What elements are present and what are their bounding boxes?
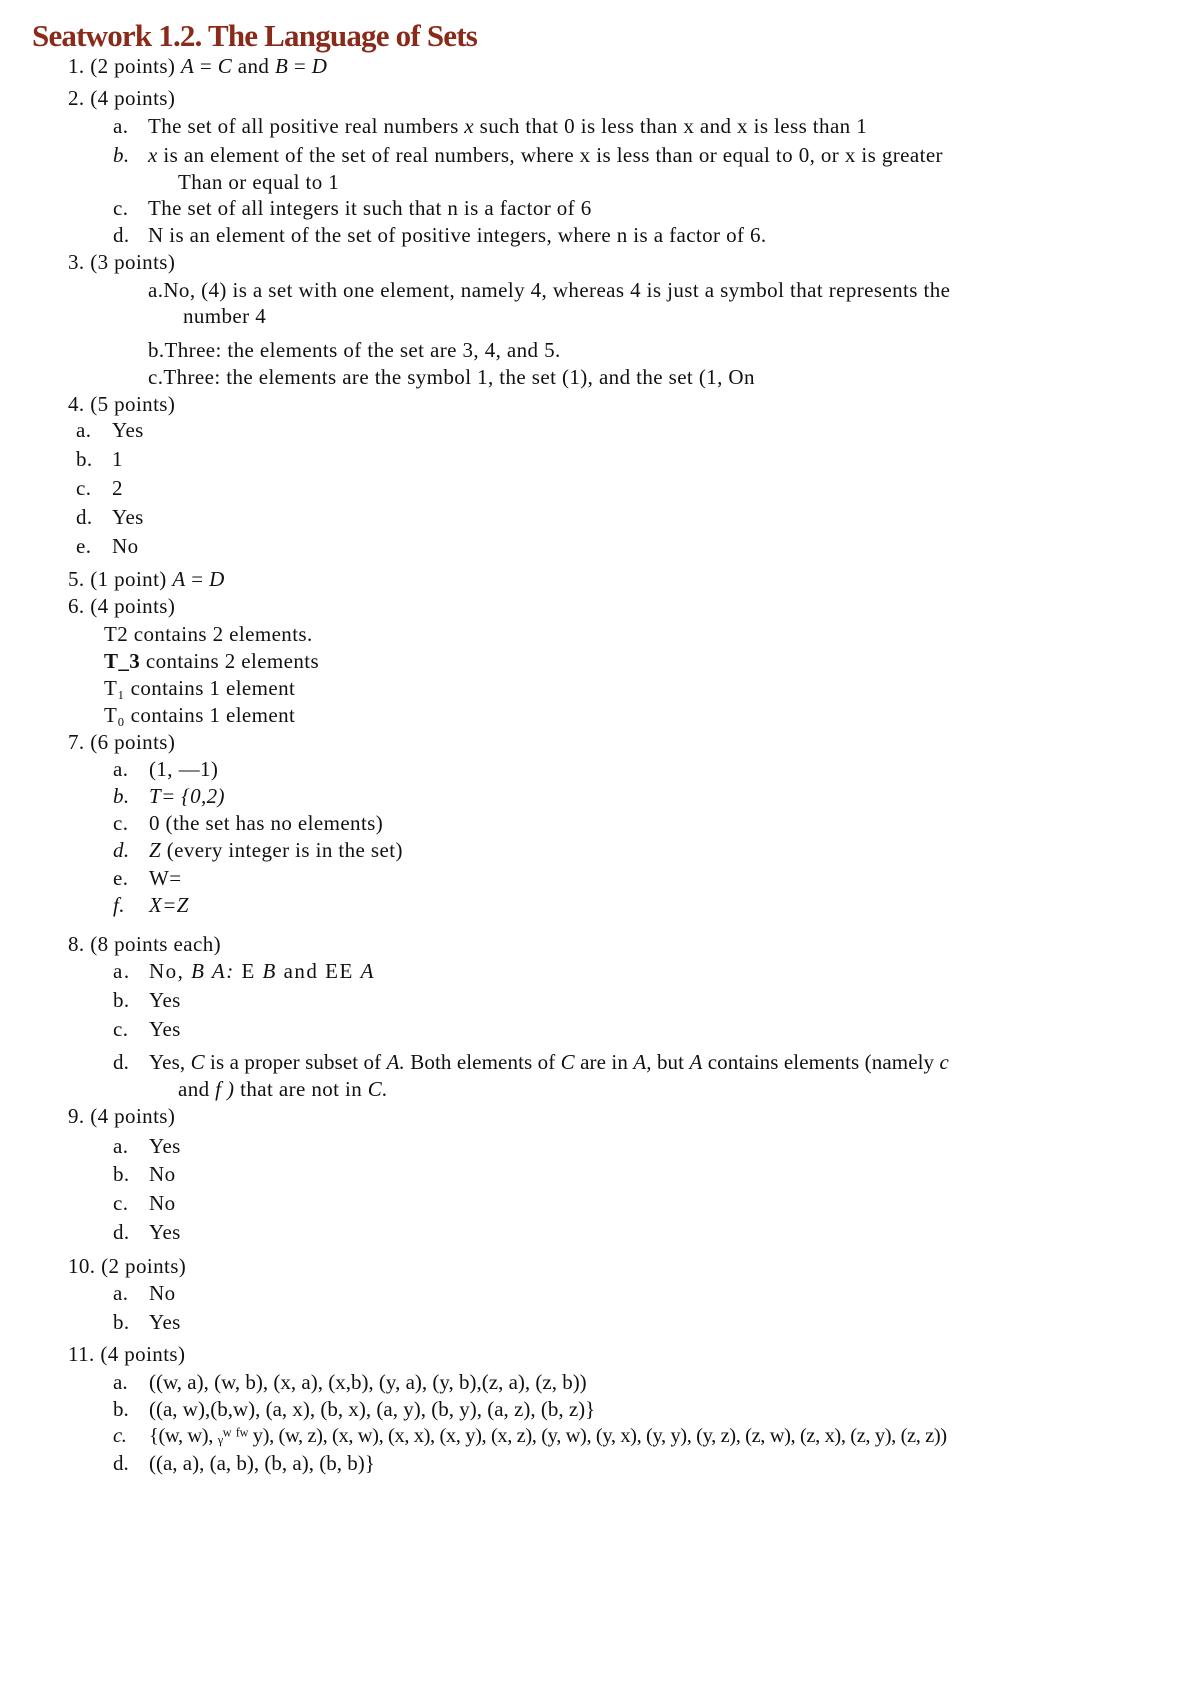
q8-item-b (113, 988, 181, 1012)
q8-item-text: Both elements of (404, 1050, 561, 1074)
q2-b-text: is an element of the set of real numbers, where x is less than or equal to 0, or x is greater (157, 143, 943, 167)
q4-item-value: Yes (112, 505, 144, 529)
q8-item-var: A (360, 959, 375, 983)
q6-line-3: T₁ contains 1 element (104, 676, 296, 700)
q6-set-name: T_3 (104, 649, 141, 673)
q4-item-label: c. (76, 476, 92, 500)
q1-op: = (288, 54, 312, 78)
q4-item-label: b. (76, 447, 93, 471)
q1-op: = (194, 54, 218, 78)
q7-item-a (113, 757, 218, 781)
q4-item (76, 447, 123, 471)
q2-c-label: c. (113, 196, 129, 220)
q8-item-text: but (651, 1050, 690, 1074)
q8-item-c (113, 1017, 181, 1041)
q4-item (76, 476, 123, 500)
q2-d-text: N is an element of the set of positive integers, where n is a factor of 6. (148, 223, 767, 247)
q4-item-value: Yes (112, 418, 144, 442)
q8-item-a (113, 959, 375, 983)
q8-item-label: a. (113, 959, 131, 983)
q1-var: D (311, 54, 328, 78)
q7-item-c (113, 811, 383, 835)
q9-item-value: Yes (149, 1134, 181, 1158)
q9-item (113, 1191, 175, 1215)
q2-a-label: a. (113, 114, 129, 138)
q2-a-text: The set of all positive real numbers (148, 114, 465, 138)
q8-d-continuation (178, 1077, 388, 1101)
q4-item-value: No (112, 534, 139, 558)
q4-item (76, 418, 144, 442)
q7-item-text: X=Z (149, 893, 189, 917)
q11-item-a (113, 1370, 587, 1394)
q1-line (68, 54, 327, 78)
q2-b-label: b. (113, 143, 130, 167)
q3-item-b: b.Three: the elements of the set are 3, 4, and 5. (148, 338, 561, 362)
q5-op: = (185, 567, 210, 591)
q8-heading: 8. (8 points each) (68, 932, 221, 956)
q4-heading: 4. (5 points) (68, 392, 176, 416)
q5-var: D (209, 567, 225, 591)
q8-item-var: A (689, 1050, 703, 1074)
q11-item-label: a. (113, 1370, 128, 1394)
q8-item-var: C. (367, 1077, 388, 1101)
q8-item-text: Yes, (149, 1050, 191, 1074)
q7-item-text: (every integer is in the set) (161, 838, 403, 862)
q8-item-var: A, (633, 1050, 652, 1074)
q6-line-1: T2 contains 2 elements. (104, 622, 313, 646)
q11-item-text: {(w, w), ᵧʷ ᶠʷ y), (w, z), (x, w), (x, x), (x, y), (x, z), (y, w), (y, x), (y, y), (y, z), (z, w), (z, x), (z, y), (z, z)) (149, 1425, 947, 1447)
q7-item-b (113, 784, 225, 808)
q2-item-b (113, 143, 943, 167)
q8-item-label: d. (113, 1050, 129, 1074)
q8-item-text: and EE (276, 959, 361, 983)
q8-item-text: Yes (149, 1017, 181, 1041)
q8-item-text: is a proper subset of (204, 1050, 387, 1074)
q1-op: and (232, 54, 275, 78)
q3-item-c: c.Three: the elements are the symbol 1, the set (1), and the set (1, On (148, 365, 755, 389)
q9-item-value: No (149, 1191, 176, 1215)
q3-item-a: a.No, (4) is a set with one element, namely 4, whereas 4 is just a symbol that represents the (148, 278, 951, 302)
q7-item-label: e. (113, 866, 129, 890)
q11-item-label: d. (113, 1451, 129, 1475)
q1-number: 1. (68, 54, 85, 78)
q7-item-label: c. (113, 811, 129, 835)
q11-item-text: ((a, a), (a, b), (b, a), (b, b)} (149, 1451, 375, 1475)
q9-item-label: a. (113, 1134, 129, 1158)
q1-var: C (217, 54, 233, 78)
q8-item-text: contains elements (namely (702, 1050, 940, 1074)
q9-item-label: b. (113, 1162, 130, 1186)
q10-item-label: a. (113, 1281, 129, 1305)
q9-item-value: Yes (149, 1220, 181, 1244)
q8-item-text: and (178, 1077, 216, 1101)
q8-item-var: c (939, 1050, 949, 1074)
q2-b-continuation: Than or equal to 1 (178, 170, 340, 194)
q10-item-label: b. (113, 1310, 130, 1334)
q9-item-label: d. (113, 1220, 130, 1244)
q2-item-d (113, 223, 767, 247)
q7-item-label: f. (113, 893, 125, 917)
q4-item-value: 1 (112, 447, 123, 471)
q11-item-label: c. (113, 1425, 127, 1447)
q4-item (76, 505, 144, 529)
q8-item-label: b. (113, 988, 130, 1012)
q7-item-label: b. (113, 784, 130, 808)
q8-item-text: No, (149, 959, 192, 983)
q7-item-d (113, 838, 403, 862)
q10-item (113, 1310, 181, 1334)
q2-a-text: such that 0 is less than x and x is less than 1 (474, 114, 868, 138)
q9-heading: 9. (4 points) (68, 1104, 176, 1128)
q1-var: B (274, 54, 289, 78)
q2-heading: 2. (4 points) (68, 86, 176, 110)
q8-item-var: A. (386, 1050, 405, 1074)
q8-item-d (113, 1050, 949, 1074)
q8-item-var: C (560, 1050, 575, 1074)
q8-item-var: f ) (215, 1077, 235, 1101)
q8-item-text: Yes (149, 988, 181, 1012)
q10-item (113, 1281, 175, 1305)
q10-item-value: No (149, 1281, 176, 1305)
q11-item-c (113, 1424, 947, 1448)
q7-item-label: a. (113, 757, 129, 781)
q9-item-label: c. (113, 1191, 129, 1215)
q7-item-text: T= {0,2) (149, 784, 225, 808)
page-title: Seatwork 1.2. The Language of Sets (32, 18, 478, 53)
q7-item-label: d. (113, 838, 130, 862)
q11-item-text: ((w, a), (w, b), (x, a), (x,b), (y, a), (y, b),(z, a), (z, b)) (149, 1370, 587, 1394)
q11-heading: 11. (4 points) (68, 1342, 186, 1366)
q9-item-value: No (149, 1162, 176, 1186)
q9-item (113, 1134, 181, 1158)
q1-points: (2 points) (90, 54, 176, 78)
q11-item-label: b. (113, 1397, 129, 1421)
q5-line (68, 567, 225, 591)
q8-item-var: B A: (191, 959, 235, 983)
q8-item-var: C (190, 1050, 205, 1074)
q2-c-text: The set of all integers it such that n is a factor of 6 (148, 196, 592, 220)
q8-item-text: E (234, 959, 263, 983)
q10-heading: 10. (2 points) (68, 1254, 187, 1278)
q7-heading: 7. (6 points) (68, 730, 176, 754)
q9-item (113, 1220, 181, 1244)
q2-b-var: x (148, 143, 158, 167)
q7-item-var: Z (149, 838, 162, 862)
q11-item-text: ((a, w),(b,w), (a, x), (b, x), (a, y), (b, y), (a, z), (b, z)} (149, 1397, 596, 1421)
q8-item-label: c. (113, 1017, 129, 1041)
q7-item-text: (1, —1) (149, 757, 219, 781)
q6-line-2-text: contains 2 elements (140, 649, 320, 673)
q2-item-c (113, 196, 592, 220)
q8-item-var: B (262, 959, 277, 983)
q2-a-var: x (464, 114, 475, 138)
q8-item-text: are in (574, 1050, 634, 1074)
q1-var: A (180, 54, 195, 78)
q3-heading: 3. (3 points) (68, 250, 176, 274)
q4-item-value: 2 (112, 476, 123, 500)
q9-item (113, 1162, 175, 1186)
q5-heading: 5. (1 point) (68, 567, 173, 591)
q6-line-4: T₀ contains 1 element (104, 703, 296, 727)
q5-var: A (172, 567, 186, 591)
q4-item (76, 534, 138, 558)
q7-item-f (113, 893, 189, 917)
q8-item-text: that are not in (234, 1077, 368, 1101)
q4-item-label: a. (76, 418, 92, 442)
q11-item-b (113, 1397, 595, 1421)
q4-item-label: e. (76, 534, 92, 558)
q2-item-a (113, 114, 867, 138)
q7-item-e (113, 866, 181, 890)
q2-d-label: d. (113, 223, 130, 247)
q4-item-label: d. (76, 505, 93, 529)
q7-item-text: 0 (the set has no elements) (149, 811, 384, 835)
q6-heading: 6. (4 points) (68, 594, 176, 618)
q6-line-2 (104, 649, 319, 673)
q7-item-text: W= (149, 866, 182, 890)
q3-a-continuation: number 4 (183, 304, 267, 328)
q10-item-value: Yes (149, 1310, 181, 1334)
q11-item-d (113, 1451, 375, 1475)
